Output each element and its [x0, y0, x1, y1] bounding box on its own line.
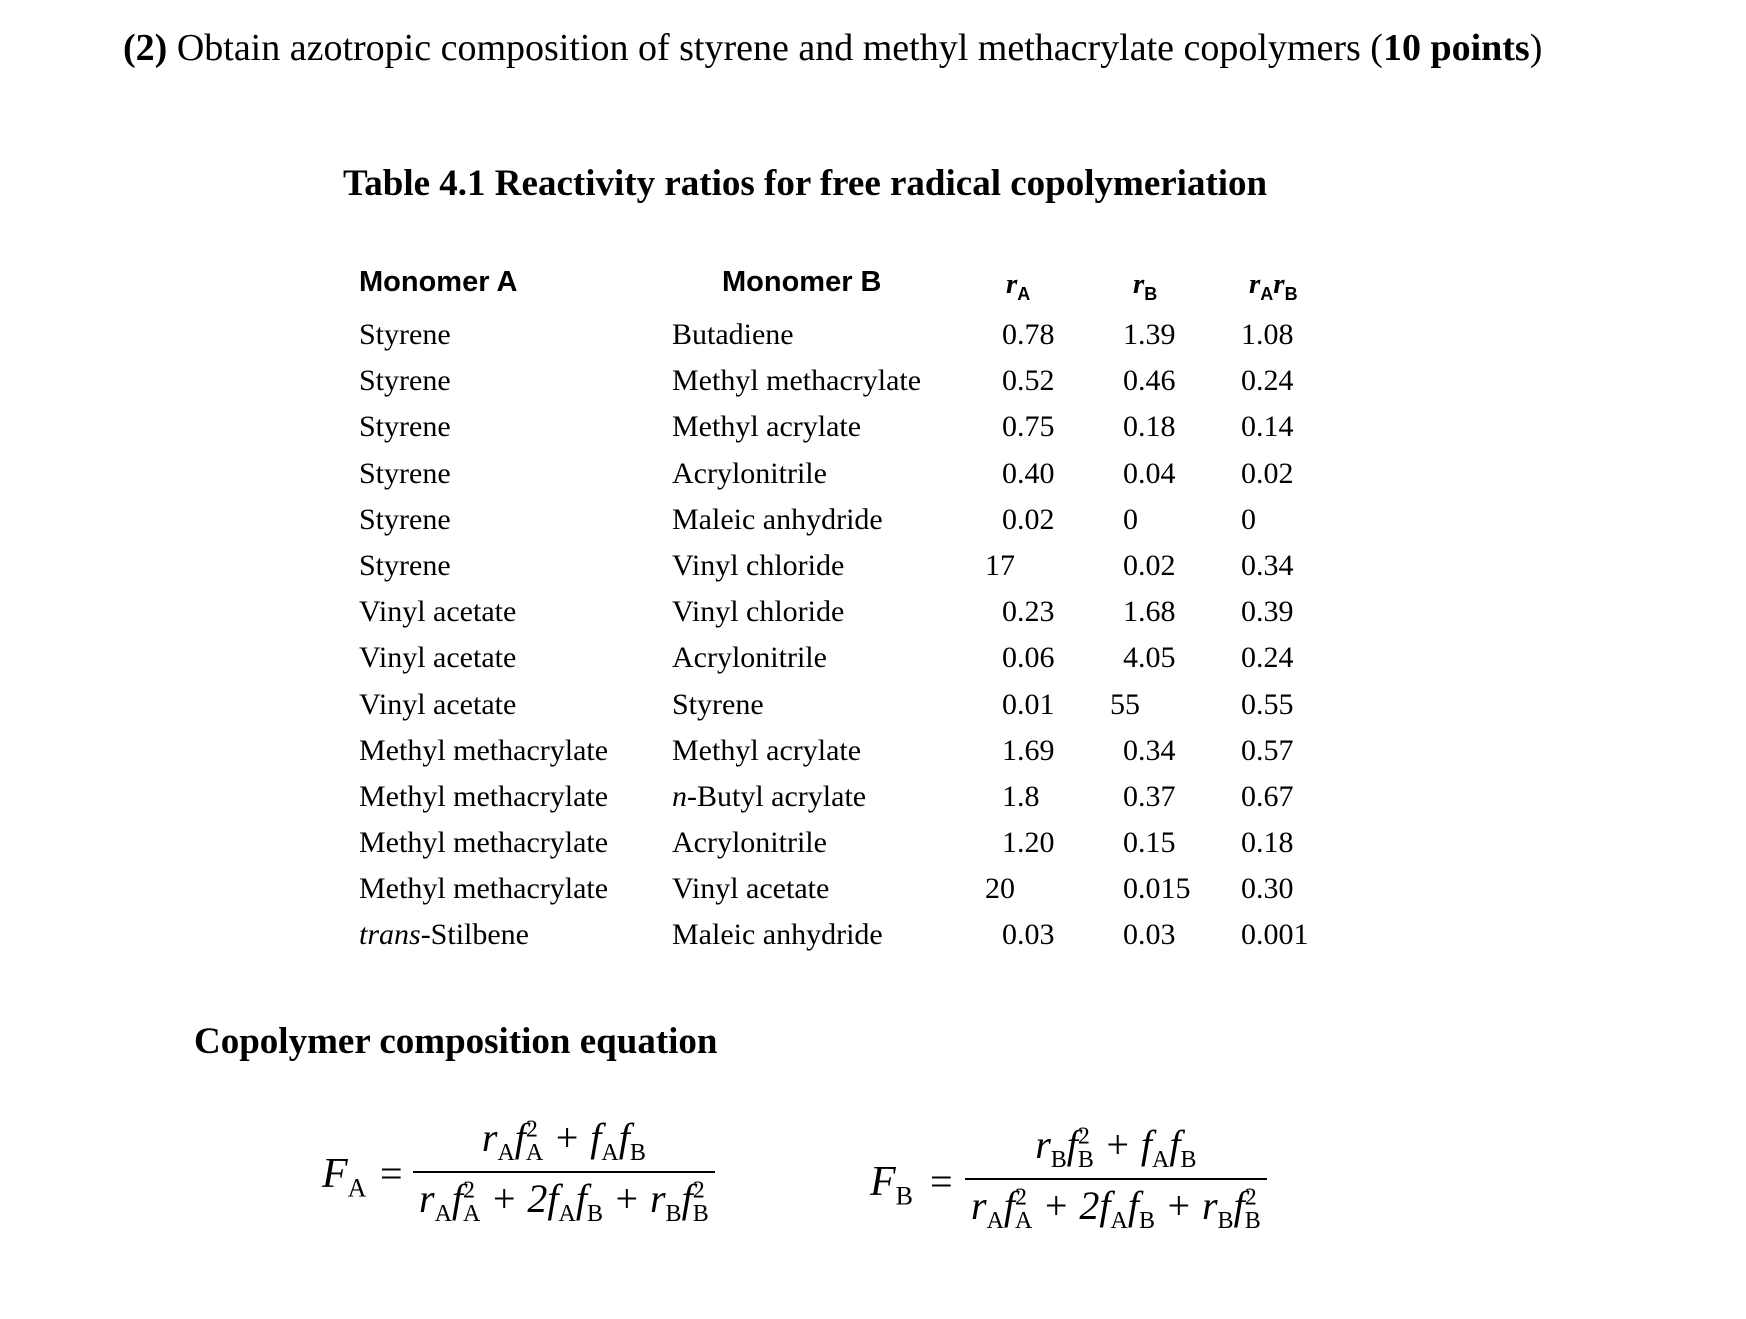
cell-monomer-b: Acrylonitrile: [672, 456, 827, 490]
cell-ra: 0.03: [1002, 918, 1055, 952]
cell-ra: 1.8: [1002, 779, 1040, 813]
question-close: ): [1529, 27, 1543, 69]
cell-monomer-a: Methyl methacrylate: [359, 826, 609, 860]
cell-monomer-a: trans-Stilbene: [359, 918, 529, 952]
cell-monomer-a: Styrene: [359, 364, 451, 398]
cell-rarb: 0.24: [1241, 364, 1294, 398]
cell-monomer-b: n-Butyl acrylate: [672, 779, 867, 813]
cell-rb: 0.04: [1123, 456, 1176, 490]
reactivity-table-body: [0, 318, 1746, 965]
cell-monomer-a: Styrene: [359, 318, 451, 351]
cell-monomer-a: Styrene: [359, 410, 451, 444]
cell-monomer-a: Styrene: [359, 456, 451, 490]
cell-rarb: 0.02: [1241, 456, 1294, 490]
cell-ra: 0.52: [1002, 364, 1055, 398]
cell-ra: 17: [985, 548, 1015, 582]
cell-rarb: 1.08: [1241, 318, 1294, 351]
header-ra: $r_A$: [1006, 268, 1031, 304]
table-row: [0, 595, 1746, 641]
cell-monomer-b: Maleic anhydride: [672, 918, 883, 952]
cell-ra: 0.23: [1002, 595, 1055, 629]
cell-monomer-b: Methyl acrylate: [672, 410, 862, 444]
table-row: [0, 734, 1746, 780]
table-row: [0, 549, 1746, 595]
header-monomer-b: Monomer B: [722, 266, 882, 298]
cell-monomer-a: Methyl methacrylate: [359, 779, 609, 813]
cell-rarb: 0.001: [1241, 918, 1309, 952]
cell-monomer-b: Methyl acrylate: [672, 733, 862, 767]
table-row: [0, 318, 1746, 364]
header-rarb: $r_Ar_B$: [1249, 268, 1298, 304]
cell-monomer-a: Styrene: [359, 502, 451, 536]
cell-monomer-b: Methyl methacrylate: [672, 364, 922, 398]
equation-fb-fraction: [965, 1122, 1267, 1235]
cell-monomer-b: Styrene: [672, 687, 764, 721]
cell-rarb: 0.67: [1241, 779, 1294, 813]
cell-ra: 0.06: [1002, 641, 1055, 675]
cell-ra: 0.02: [1002, 502, 1055, 536]
cell-monomer-b: Butadiene: [672, 318, 794, 351]
cell-rarb: 0.24: [1241, 641, 1294, 675]
cell-monomer-a: Methyl methacrylate: [359, 872, 609, 906]
table-row: [0, 688, 1746, 734]
cell-ra: 1.69: [1002, 733, 1055, 767]
cell-rarb: 0.57: [1241, 733, 1294, 767]
cell-rarb: 0.30: [1241, 872, 1294, 906]
cell-rarb: 0: [1241, 502, 1256, 536]
cell-rarb: 0.14: [1241, 410, 1294, 444]
cell-monomer-a: Vinyl acetate: [359, 641, 517, 675]
question-number: (2): [123, 27, 168, 69]
cell-rarb: 0.18: [1241, 826, 1294, 860]
cell-rb: 55: [1110, 687, 1140, 721]
equation-fa-equals: =: [380, 1151, 403, 1196]
cell-monomer-a: Styrene: [359, 548, 451, 582]
cell-rarb: 0.55: [1241, 687, 1294, 721]
equation-fb-lhs: $F_B$: [870, 1159, 913, 1211]
cell-monomer-a: Vinyl acetate: [359, 687, 517, 721]
cell-monomer-a: Methyl methacrylate: [359, 733, 609, 767]
equation-fb-denominator: $r_Af^2_A + 2f_Af_B + r_Bf^2_B$: [971, 1182, 1261, 1234]
table-row: [0, 457, 1746, 503]
cell-monomer-a: Vinyl acetate: [359, 595, 517, 629]
header-monomer-a: Monomer A: [359, 266, 518, 298]
table-row: [0, 826, 1746, 872]
cell-ra: 0.78: [1002, 318, 1055, 351]
cell-rb: 0.015: [1123, 872, 1191, 906]
header-rb: $r_B$: [1133, 268, 1158, 304]
table-title: Table 4.1 Reactivity ratios for free radical copolymeriation: [343, 163, 1268, 204]
question-body: Obtain azotropic composition of styrene and methyl methacrylate copolymers (: [167, 27, 1383, 69]
cell-monomer-b: Vinyl chloride: [672, 595, 845, 629]
cell-rb: 0.03: [1123, 918, 1176, 952]
cell-monomer-b: Vinyl acetate: [672, 872, 830, 906]
table-row: [0, 918, 1746, 964]
equation-fa-lhs: $F_A$: [322, 1151, 367, 1203]
table-row: [0, 503, 1746, 549]
cell-rb: 1.39: [1123, 318, 1176, 351]
cell-rb: 0.46: [1123, 364, 1176, 398]
equation-fb-equals: =: [930, 1159, 953, 1204]
cell-ra: 0.01: [1002, 687, 1055, 721]
cell-rb: 0.15: [1123, 826, 1176, 860]
cell-rb: 1.68: [1123, 595, 1176, 629]
cell-ra: 1.20: [1002, 826, 1055, 860]
table-row: [0, 641, 1746, 687]
cell-rb: 0.34: [1123, 733, 1176, 767]
cell-rb: 0.37: [1123, 779, 1176, 813]
cell-rb: 0.18: [1123, 410, 1176, 444]
cell-monomer-b: Vinyl chloride: [672, 548, 845, 582]
question-text: [123, 26, 1542, 70]
table-row: [0, 410, 1746, 456]
table-row: [0, 364, 1746, 410]
table-row: [0, 780, 1746, 826]
cell-rb: 0.02: [1123, 548, 1176, 582]
cell-rarb: 0.34: [1241, 548, 1294, 582]
table-row: [0, 872, 1746, 918]
cell-rb: 4.05: [1123, 641, 1176, 675]
equation-section-title: Copolymer composition equation: [194, 1021, 718, 1062]
cell-monomer-b: Acrylonitrile: [672, 641, 827, 675]
cell-monomer-b: Acrylonitrile: [672, 826, 827, 860]
cell-ra: 0.40: [1002, 456, 1055, 490]
cell-ra: 0.75: [1002, 410, 1055, 444]
equation-fa-denominator: $r_Af^2_A + 2f_Af_B + r_Bf^2_B$: [419, 1175, 709, 1227]
equation-fb-numerator: $r_Bf^2_B + f_Af_B$: [1035, 1122, 1197, 1173]
equation-fa-fraction: [413, 1115, 715, 1228]
cell-ra: 20: [985, 872, 1015, 906]
cell-rarb: 0.39: [1241, 595, 1294, 629]
cell-monomer-b: Maleic anhydride: [672, 502, 883, 536]
question-points: 10 points: [1382, 27, 1530, 69]
equation-fa-numerator: $r_Af^2_A + f_Af_B$: [481, 1115, 646, 1166]
cell-rb: 0: [1123, 502, 1138, 536]
